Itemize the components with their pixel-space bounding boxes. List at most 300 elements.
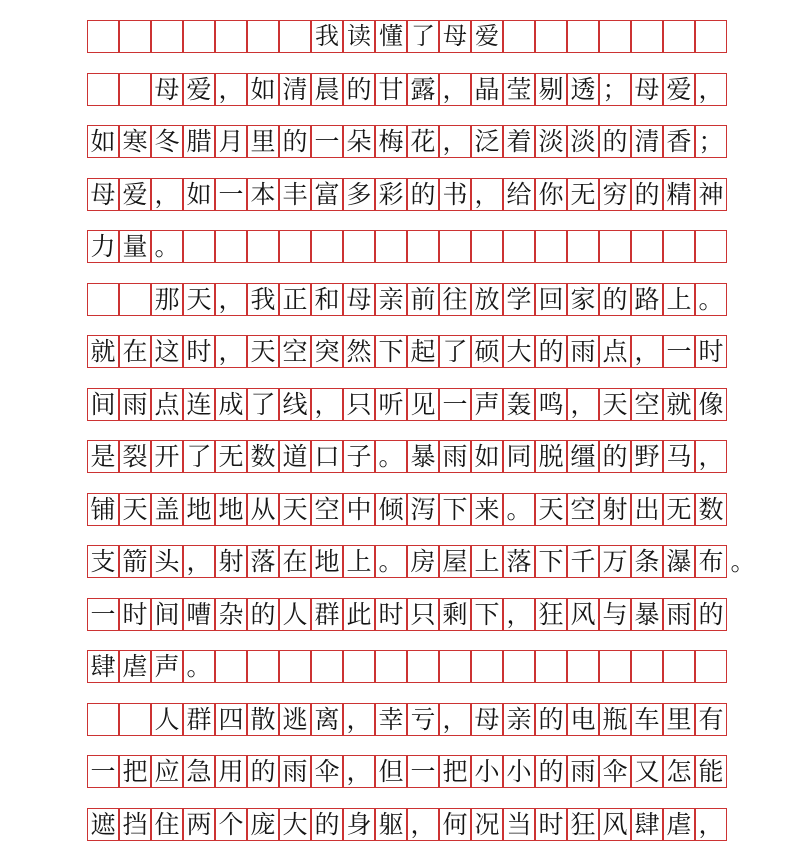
grid-character: 寒 — [122, 127, 148, 156]
grid-cell — [343, 650, 375, 683]
grid-character: 射 — [218, 547, 244, 576]
grid-character: ， — [698, 810, 724, 839]
grid-character: 间 — [90, 390, 116, 419]
grid-character: 。 — [378, 547, 404, 576]
grid-character: 雨 — [282, 757, 308, 786]
grid-cell — [215, 20, 247, 53]
grid-character: 上 — [666, 285, 692, 314]
grid-character: ， — [346, 757, 372, 786]
grid-character: 身 — [346, 810, 372, 839]
grid-character: 冬 — [154, 127, 180, 156]
grid-character: 天 — [602, 390, 628, 419]
grid-character: 从 — [250, 495, 276, 524]
grid-character: 的 — [250, 757, 276, 786]
grid-character: 的 — [314, 810, 340, 839]
grid-character: 逃 — [282, 705, 308, 734]
grid-character: 一 — [218, 180, 244, 209]
grid-character: 怎 — [666, 757, 692, 786]
grid-cell — [439, 230, 471, 263]
grid-character: 爱 — [122, 180, 148, 209]
grid-character: 了 — [186, 442, 212, 471]
grid-character: 幸 — [378, 705, 404, 734]
grid-character: 在 — [122, 337, 148, 366]
grid-character: 庞 — [250, 810, 276, 839]
grid-character: 的 — [602, 442, 628, 471]
grid-character: 的 — [634, 180, 660, 209]
grid-cell — [535, 230, 567, 263]
grid-character: 伞 — [602, 757, 628, 786]
grid-character: 母 — [474, 705, 500, 734]
grid-character: 多 — [346, 180, 372, 209]
grid-character: 口 — [314, 442, 340, 471]
grid-character: 瓶 — [602, 705, 628, 734]
grid-character: 母 — [154, 75, 180, 104]
grid-character: 了 — [411, 22, 435, 50]
grid-character: 把 — [122, 757, 148, 786]
grid-character: 脱 — [538, 442, 564, 471]
grid-character: 鸣 — [538, 390, 564, 419]
grid-cell — [311, 230, 343, 263]
grid-character: 学 — [506, 285, 532, 314]
grid-character: 淡 — [570, 127, 596, 156]
grid-character: 射 — [602, 495, 628, 524]
grid-character: 散 — [250, 705, 276, 734]
grid-character: 。 — [506, 495, 532, 524]
grid-character: 硕 — [474, 337, 500, 366]
grid-character: 雨 — [666, 600, 692, 629]
grid-character: 遮 — [90, 810, 116, 839]
grid-character: 雨 — [570, 337, 596, 366]
grid-character: 轰 — [506, 390, 532, 419]
grid-character: 与 — [602, 600, 628, 629]
grid-cell — [407, 650, 439, 683]
grid-character: 亏 — [410, 705, 436, 734]
grid-character: 狂 — [538, 600, 564, 629]
grid-character: 莹 — [506, 75, 532, 104]
grid-character: ， — [346, 705, 372, 734]
grid-character: 人 — [282, 600, 308, 629]
grid-character: 的 — [538, 705, 564, 734]
grid-character: ， — [474, 180, 500, 209]
grid-character: ， — [570, 390, 596, 419]
grid-character: 突 — [314, 337, 340, 366]
grid-cell — [215, 650, 247, 683]
grid-character: ， — [698, 442, 724, 471]
grid-character: 的 — [602, 285, 628, 314]
grid-character: 晨 — [314, 75, 340, 104]
grid-character: 下 — [474, 600, 500, 629]
grid-character: 我 — [315, 22, 339, 50]
grid-character: 电 — [570, 705, 596, 734]
grid-character: 晶 — [474, 75, 500, 104]
grid-cell — [663, 230, 695, 263]
grid-character: ， — [442, 705, 468, 734]
grid-character: 爱 — [666, 75, 692, 104]
grid-character: 剔 — [538, 75, 564, 104]
grid-cell — [631, 20, 663, 53]
grid-cell — [375, 650, 407, 683]
grid-character: 你 — [538, 180, 564, 209]
grid-cell — [279, 230, 311, 263]
grid-character: 况 — [474, 810, 500, 839]
grid-character: 虐 — [666, 810, 692, 839]
grid-cell — [535, 20, 567, 53]
grid-character: ， — [634, 337, 660, 366]
grid-character: 个 — [218, 810, 244, 839]
grid-character: 大 — [506, 337, 532, 366]
grid-character: 彩 — [378, 180, 404, 209]
grid-character: 裂 — [122, 442, 148, 471]
grid-character: 一 — [442, 390, 468, 419]
grid-character: 小 — [474, 757, 500, 786]
grid-character: 落 — [506, 547, 532, 576]
grid-character: ， — [442, 75, 468, 104]
grid-character: 落 — [250, 547, 276, 576]
grid-cell — [599, 230, 631, 263]
grid-character: 成 — [218, 390, 244, 419]
grid-character: 点 — [602, 337, 628, 366]
grid-character: 千 — [570, 547, 596, 576]
grid-character: 爱 — [475, 22, 499, 50]
grid-character: 天 — [186, 285, 212, 314]
grid-character: 然 — [346, 337, 372, 366]
grid-character: 连 — [186, 390, 212, 419]
grid-character: 下 — [378, 337, 404, 366]
grid-cell — [343, 230, 375, 263]
grid-character: 把 — [442, 757, 468, 786]
grid-character: 正 — [282, 285, 308, 314]
grid-character: ， — [442, 127, 468, 156]
grid-character: 天 — [122, 495, 148, 524]
grid-cell — [247, 230, 279, 263]
grid-character: 月 — [218, 127, 244, 156]
grid-character: 空 — [282, 337, 308, 366]
grid-character: 地 — [218, 495, 244, 524]
grid-character: 给 — [506, 180, 532, 209]
grid-character: 小 — [506, 757, 532, 786]
grid-character: 书 — [442, 180, 468, 209]
grid-cell — [279, 650, 311, 683]
grid-cell — [87, 20, 119, 53]
grid-character: 家 — [570, 285, 596, 314]
grid-character: 上 — [474, 547, 500, 576]
grid-character: 梅 — [378, 127, 404, 156]
grid-character: 风 — [602, 810, 628, 839]
grid-character: 地 — [314, 547, 340, 576]
grid-character: 道 — [282, 442, 308, 471]
grid-cell — [535, 650, 567, 683]
grid-character: 如 — [186, 180, 212, 209]
grid-character: 声 — [154, 652, 180, 681]
grid-character: 透 — [570, 75, 596, 104]
grid-character: 无 — [218, 442, 244, 471]
grid-character: 挡 — [122, 810, 148, 839]
grid-character: ， — [410, 810, 436, 839]
grid-character: 如 — [90, 127, 116, 156]
grid-character: 母 — [443, 22, 467, 50]
grid-cell — [87, 73, 119, 106]
grid-character: 。 — [378, 442, 404, 471]
grid-character: 母 — [346, 285, 372, 314]
grid-character: ， — [218, 285, 244, 314]
grid-cell — [183, 20, 215, 53]
grid-character: 时 — [698, 337, 724, 366]
grid-character: 天 — [282, 495, 308, 524]
grid-character: 大 — [282, 810, 308, 839]
grid-character: 。 — [698, 285, 724, 314]
grid-character: 泻 — [410, 495, 436, 524]
grid-character: 狂 — [570, 810, 596, 839]
grid-cell — [119, 283, 151, 316]
grid-cell — [375, 230, 407, 263]
grid-cell — [471, 650, 503, 683]
grid-character: 暴 — [634, 600, 660, 629]
grid-character: 里 — [666, 705, 692, 734]
grid-character: 时 — [538, 810, 564, 839]
grid-character: 起 — [410, 337, 436, 366]
grid-character: 母 — [634, 75, 660, 104]
grid-character: 香 — [666, 127, 692, 156]
grid-cell — [471, 230, 503, 263]
grid-character: 听 — [378, 390, 404, 419]
grid-character: 天 — [538, 495, 564, 524]
grid-character: ， — [218, 75, 244, 104]
grid-character: 往 — [442, 285, 468, 314]
grid-character: 是 — [90, 442, 116, 471]
grid-cell — [119, 73, 151, 106]
grid-character: ， — [218, 337, 244, 366]
grid-character: 子 — [346, 442, 372, 471]
grid-character: 亲 — [506, 705, 532, 734]
grid-character: 量 — [122, 232, 148, 261]
grid-character: 的 — [282, 127, 308, 156]
grid-character: ； — [602, 75, 628, 104]
grid-character: 杂 — [218, 600, 244, 629]
grid-character: 离 — [314, 705, 340, 734]
grid-character: 里 — [250, 127, 276, 156]
grid-character: 读 — [347, 22, 371, 50]
grid-character: 的 — [250, 600, 276, 629]
grid-character: 房 — [410, 547, 436, 576]
grid-character: 那 — [154, 285, 180, 314]
grid-character: 和 — [314, 285, 340, 314]
grid-character: 的 — [602, 127, 628, 156]
grid-character: 开 — [154, 442, 180, 471]
grid-character: 泛 — [474, 127, 500, 156]
grid-character: 屋 — [442, 547, 468, 576]
grid-character: 。 — [186, 652, 212, 681]
grid-character: 虐 — [122, 652, 148, 681]
grid-character: 风 — [570, 600, 596, 629]
grid-character: 一 — [314, 127, 340, 156]
grid-cell — [87, 283, 119, 316]
grid-cell — [87, 703, 119, 736]
grid-character: 条 — [634, 547, 660, 576]
grid-character: 的 — [538, 757, 564, 786]
grid-character: 但 — [378, 757, 404, 786]
grid-character: 如 — [250, 75, 276, 104]
grid-cell — [503, 650, 535, 683]
grid-character: 线 — [282, 390, 308, 419]
grid-character: 亲 — [378, 285, 404, 314]
grid-character: 淡 — [538, 127, 564, 156]
grid-character: 懂 — [379, 22, 403, 50]
grid-character: 母 — [90, 180, 116, 209]
grid-character: 只 — [346, 390, 372, 419]
grid-character: 车 — [634, 705, 660, 734]
grid-character: 露 — [410, 75, 436, 104]
grid-character: 在 — [282, 547, 308, 576]
grid-character: 群 — [186, 705, 212, 734]
grid-character: 穷 — [602, 180, 628, 209]
grid-character: 肆 — [634, 810, 660, 839]
grid-character: 瀑 — [666, 547, 692, 576]
grid-character: 一 — [410, 757, 436, 786]
grid-character: 爱 — [186, 75, 212, 104]
grid-character: 中 — [346, 495, 372, 524]
grid-cell — [567, 650, 599, 683]
grid-character: 应 — [154, 757, 180, 786]
grid-character: 下 — [538, 547, 564, 576]
grid-cell — [663, 650, 695, 683]
grid-cell — [567, 20, 599, 53]
grid-character: 时 — [122, 600, 148, 629]
grid-character: 嘈 — [186, 600, 212, 629]
grid-character: 的 — [538, 337, 564, 366]
grid-character: 用 — [218, 757, 244, 786]
grid-character: 住 — [154, 810, 180, 839]
grid-character: 朵 — [346, 127, 372, 156]
grid-cell — [503, 230, 535, 263]
grid-cell — [567, 230, 599, 263]
grid-character: ， — [506, 600, 532, 629]
grid-cell — [407, 230, 439, 263]
grid-character: 天 — [250, 337, 276, 366]
grid-cell — [631, 650, 663, 683]
grid-character: 的 — [346, 75, 372, 104]
grid-character: 上 — [346, 547, 372, 576]
grid-cell — [599, 20, 631, 53]
grid-character: 一 — [90, 757, 116, 786]
grid-cell — [695, 20, 727, 53]
grid-character: 前 — [410, 285, 436, 314]
grid-character: 有 — [698, 705, 724, 734]
grid-character: 了 — [250, 390, 276, 419]
grid-cell — [151, 20, 183, 53]
grid-character: 我 — [250, 285, 276, 314]
grid-character: 同 — [506, 442, 532, 471]
grid-cell — [183, 230, 215, 263]
grid-character: 人 — [154, 705, 180, 734]
grid-character: 回 — [538, 285, 564, 314]
grid-cell — [439, 650, 471, 683]
grid-character: 清 — [634, 127, 660, 156]
grid-character: 万 — [602, 547, 628, 576]
grid-character: 着 — [506, 127, 532, 156]
grid-character: 铺 — [90, 495, 116, 524]
grid-character: 盖 — [154, 495, 180, 524]
grid-character: 。 — [730, 547, 756, 576]
grid-character: 花 — [410, 127, 436, 156]
grid-character: 四 — [218, 705, 244, 734]
grid-character: 的 — [410, 180, 436, 209]
grid-character: 急 — [186, 757, 212, 786]
grid-character: 躯 — [378, 810, 404, 839]
grid-character: 头 — [154, 547, 180, 576]
grid-character: 神 — [698, 180, 724, 209]
grid-cell — [663, 20, 695, 53]
grid-character: 清 — [282, 75, 308, 104]
grid-character: 空 — [314, 495, 340, 524]
grid-character: 无 — [570, 180, 596, 209]
grid-character: 力 — [90, 232, 116, 261]
grid-character: 见 — [410, 390, 436, 419]
grid-character: 本 — [250, 180, 276, 209]
grid-character: 下 — [442, 495, 468, 524]
grid-character: 放 — [474, 285, 500, 314]
grid-character: 间 — [154, 600, 180, 629]
grid-character: 当 — [506, 810, 532, 839]
grid-character: 肆 — [90, 652, 116, 681]
grid-character: 雨 — [570, 757, 596, 786]
grid-character: 就 — [666, 390, 692, 419]
grid-character: 一 — [666, 337, 692, 366]
grid-character: 布 — [698, 547, 724, 576]
grid-character: 缰 — [570, 442, 596, 471]
grid-character: 声 — [474, 390, 500, 419]
grid-cell — [631, 230, 663, 263]
grid-character: 就 — [90, 337, 116, 366]
grid-character: ， — [698, 75, 724, 104]
grid-character: 的 — [698, 600, 724, 629]
grid-character: 富 — [314, 180, 340, 209]
grid-cell — [695, 650, 727, 683]
grid-character: 倾 — [378, 495, 404, 524]
grid-character: 甘 — [378, 75, 404, 104]
grid-cell — [695, 230, 727, 263]
grid-character: 又 — [634, 757, 660, 786]
grid-cell — [247, 20, 279, 53]
grid-character: ， — [314, 390, 340, 419]
grid-character: 支 — [90, 547, 116, 576]
grid-character: 能 — [698, 757, 724, 786]
grid-character: 雨 — [442, 442, 468, 471]
grid-character: 此 — [346, 600, 372, 629]
grid-character: 如 — [474, 442, 500, 471]
grid-character: 。 — [154, 232, 180, 261]
grid-character: 时 — [186, 337, 212, 366]
grid-character: 地 — [186, 495, 212, 524]
grid-character: 无 — [666, 495, 692, 524]
grid-character: ； — [698, 127, 724, 156]
grid-cell — [119, 20, 151, 53]
grid-character: 数 — [698, 495, 724, 524]
grid-character: 丰 — [282, 180, 308, 209]
grid-cell — [247, 650, 279, 683]
grid-character: 了 — [442, 337, 468, 366]
grid-cell — [215, 230, 247, 263]
grid-character: 群 — [314, 600, 340, 629]
grid-character: 两 — [186, 810, 212, 839]
grid-character: ， — [186, 547, 212, 576]
grid-character: 来 — [474, 495, 500, 524]
grid-character: 空 — [570, 495, 596, 524]
grid-character: ， — [154, 180, 180, 209]
grid-character: 腊 — [186, 127, 212, 156]
grid-character: 像 — [698, 390, 724, 419]
grid-character: 时 — [378, 600, 404, 629]
grid-character: 野 — [634, 442, 660, 471]
